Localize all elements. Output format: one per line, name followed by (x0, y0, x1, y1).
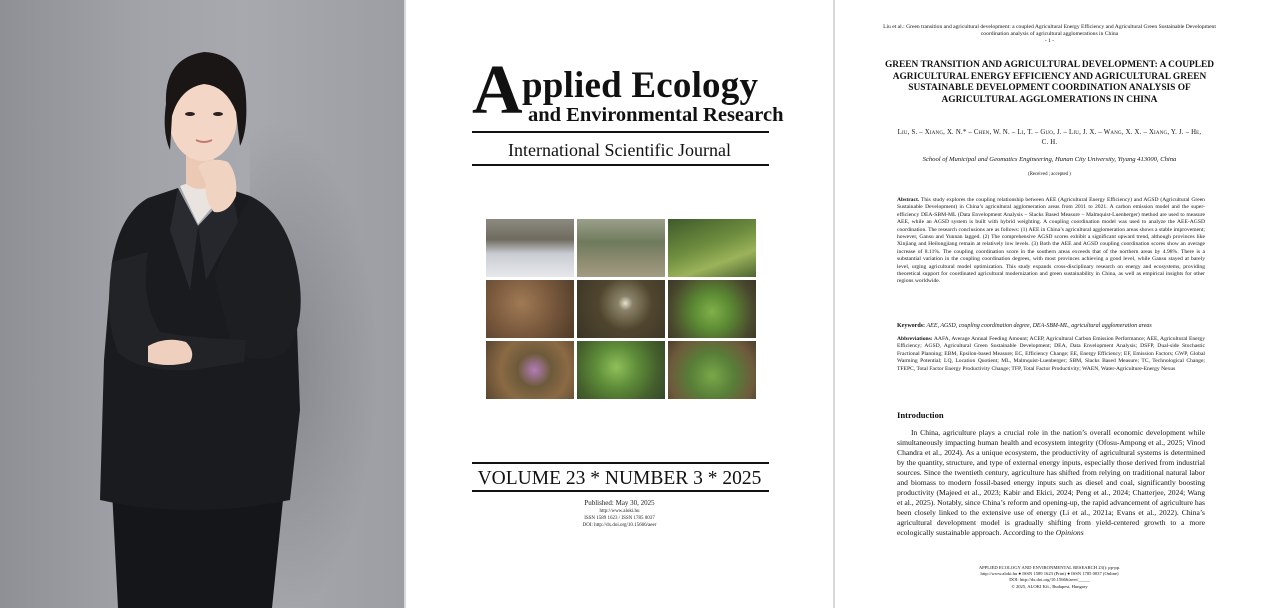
introduction-heading: Introduction (897, 410, 944, 420)
cover-rule-bottom (472, 164, 769, 166)
cover-title-line2: and Environmental Research (528, 104, 784, 126)
abbreviations (897, 336, 1205, 373)
cover-photo-grass-shoots (668, 341, 756, 399)
article-title: GREEN TRANSITION AND AGRICULTURAL DEVELOPMENT: A COUPLED AGRICULTURAL ENERGY EFFICIENCY AND AGRICULTURAL GREEN SUSTAINABLE DEVELOPMENT COORDINATION ANALYSIS OF AGRICULTURAL AGGLOMERATIONS IN CHINA (884, 60, 1215, 105)
abbreviations-text: AAFA, Average Annual Feeding Amount; ACEP, Agricultural Carbon Emission Performance; AEE, Agricultural Energy Efficiency; AGSD, Agricultural Green Sustainable Development; DEA, Data Envelopment Analysis; DSFP, Dual-side Stochastic Fractional Planning; EBM, Epsilon-based Measure; EC, Efficiency Change; EE, Energy Efficiency; EF, Emission Factors; GWP, Global Warming Potential; LQ, Location Quotient; ML, Malmquist-Luenberger; SBM, Slacks Based Measure; TC, Technological Change; TFEPC, Total Factor Energy Productivity Change; TFP, Total Factor Productivity; WAEN, Water-Agriculture-Energy Nexus (897, 336, 1205, 372)
cover-photo-seedlings (577, 341, 665, 399)
cover-published-date: Published: May 30, 2025 (584, 499, 655, 507)
article-first-page (835, 0, 1264, 608)
introduction-body: In China, agriculture plays a crucial role in the nation’s overall economic development while simultaneously impacting human health and ecosystem integrity (Ofosu-Ampong et al., 2025; Vinod Chandra et al., 2024). As a unique ecosystem, the productivity of agricultural systems is determined by the quantity, structure, and type of external energy inputs, especially those derived from industrial sources. Since the twentieth century, agriculture has shifted from relying on traditional natural labor and biomass to modern fossil-based energy inputs such as diesel and coal, significantly boosting productivity (Majeed et al., 2023; Kabir and Ekici, 2024; Peng et al., 2024; Chatterjee, 2024; Wang et al., 2025). Notably, since China’s reform and opening-up, the rapid advancement of agriculture has been closely linked to the extensive use of energy (Li et al., 2021a; Evans et al., 2022). China’s agricultural development model is gradually shifting from yield-centered growth to a more ecologically sustainable approach. According to the (897, 428, 1206, 538)
introduction-text (897, 428, 1205, 539)
cover-photo-snow-forest (486, 219, 574, 277)
running-head-text: Liu et al.: Green transition and agricultural development: a coupled Agricultural Energy Efficiency and Agricultural Green Sustainable Development coordination analysis of agricultural agglomerations in China (883, 24, 1216, 37)
cover-rule-volume-top (472, 462, 769, 464)
introduction-italic: Opinions (1055, 528, 1084, 538)
cover-photo-green-forest (668, 219, 756, 277)
journal-cover (406, 0, 833, 608)
abstract (897, 197, 1205, 286)
page-footer (835, 565, 1264, 590)
article-authors: Liu, S. – Xiang, X. N.* – Chen, W. N. – Li, T. – Guo, J. – Liu, J. X. – Wang, X. X. – Xiang, Y. J. – He, C. H. (897, 129, 1202, 146)
abbreviations-label: Abbreviations: (897, 336, 933, 342)
cover-photo-purple-flower (486, 341, 574, 399)
footer-journal: APPLIED ECOLOGY AND ENVIRONMENTAL RESEARCH 23(): pp-pp. (978, 565, 1121, 570)
running-head (835, 24, 1264, 45)
cover-title-initial: A (472, 52, 523, 129)
page-number: - 1 - (1044, 38, 1055, 44)
cover-photo-birch-forest (577, 219, 665, 277)
abstract-label: Abstract. (897, 197, 920, 203)
footer-doi: DOI: http://dx.doi.org/10.15666/aeer/_____ (1009, 577, 1090, 583)
cover-title-line1: pplied Ecology (522, 65, 759, 106)
article-received: (Received ; accepted ) (1028, 172, 1071, 177)
keywords-text: AEE, AGSD, coupling coordination degree, DEA-SBM-ML, agricultural agglomeration areas (926, 323, 1152, 329)
footer-issn: http://www.aloki.hu ● ISSN 1589 1623 (Print) ● ISSN 1785 0037 (Online) (980, 571, 1119, 577)
cover-url: http://www.aloki.hu (599, 509, 640, 514)
abstract-text: This study explores the coupling relationship between AEE (Agricultural Energy Efficiency) and AGSD (Agricultural Green Sustainable Development) in China’s agricultural agglomeration areas from 2011 to 2021. A carbon emission model and the super-efficiency DEA-SBM-ML (Data Envelopment Analysis – Slacks Based Measure – Malmquist-Luenberger) method are used to measure AEE, while an AGSD system is built with hybrid weighting. A coupling coordination model was used to analyze the AEE-AGSD coordination. The research conclusions are as follows: (1) AEE in China’s agricultural agglomeration areas shows a stable improvement; however, Gansu and Yunnan lagged. (2) The comprehensive AGSD scores exhibit a significant upward trend, although provinces like Xinjiang and Heilongjiang remain at relatively low levels. (3) Both the AEE and AGSD coupling coordination scores show an average increase of 8.11%. The coupling coordination score in the southern areas exceeds that of the northern areas by 4.98%. There is a substantial variation in the coupling coordination degrees, with most provinces achieving a good level, while Gansu stayed at barely level, urging agricultural model optimization. This study expands cross-disciplinary research on energy and ecosystems, providing theoretical support for coordinated agricultural modernization and green sustainability in China, as well as empirical insights for other regions worldwide. (897, 197, 1205, 285)
cover-photo-green-shoots (668, 280, 756, 338)
cover-photo-white-flower (577, 280, 665, 338)
cover-subtitle: International Scientific Journal (508, 140, 731, 160)
keywords (897, 322, 1205, 330)
cover-volume-line: VOLUME 23 * NUMBER 3 * 2025 (477, 468, 762, 489)
cover-issn: ISSN 1589 1623 / ISSN 1785 0037 (584, 516, 655, 521)
cover-photo-leaf-litter (486, 280, 574, 338)
keywords-label: Keywords: (897, 323, 925, 329)
author-photo (0, 0, 404, 608)
cover-photo-grid (486, 219, 754, 399)
footer-copyright: © 2025, ALOKI Kft., Budapest, Hungary (1011, 583, 1088, 589)
author-portrait-figure (0, 0, 404, 608)
cover-rule-top (472, 131, 769, 133)
cover-doi: DOI: http://dx.doi.org/10.15666/aeer (582, 523, 657, 528)
cover-rule-volume-bottom (472, 490, 769, 492)
article-affiliation: School of Municipal and Geomatics Engineering, Hunan City University, Yiyang 413000, China (922, 156, 1177, 163)
